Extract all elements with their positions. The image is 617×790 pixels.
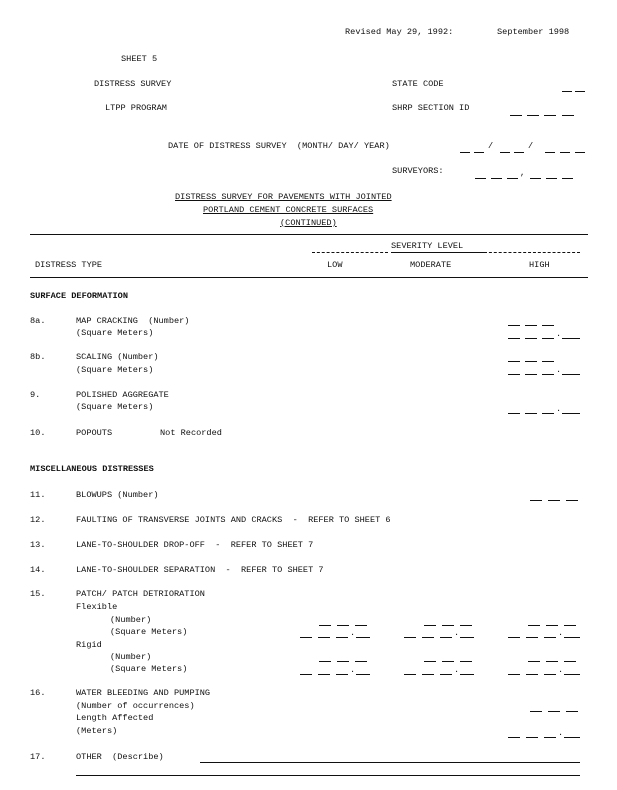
rigid-area-low-blank-1[interactable] xyxy=(300,674,312,675)
flex-area-moderate-blank-1[interactable] xyxy=(404,637,416,638)
map-cracking-area-decimal-blank[interactable] xyxy=(562,338,580,339)
moderate-column-header: MODERATE xyxy=(410,260,452,270)
rigid-area-moderate-blank-3[interactable] xyxy=(440,674,452,675)
occurrences-blank-3[interactable] xyxy=(566,711,578,712)
decimal-point: . xyxy=(558,665,564,675)
rigid-number-moderate-blank-3[interactable] xyxy=(460,661,472,662)
patch-rigid-area-label: (Square Meters) xyxy=(110,664,188,674)
map-cracking-units: (Square Meters) xyxy=(76,328,154,338)
polished-aggregate-decimal-blank[interactable] xyxy=(562,413,580,414)
shoulder-drop-off-label: LANE-TO-SHOULDER DROP-OFF - REFER TO SHEET 7 xyxy=(76,540,314,550)
shrp-section-label: SHRP SECTION ID xyxy=(392,103,470,113)
severity-underline xyxy=(391,252,484,253)
scaling-number-blank-2[interactable] xyxy=(525,361,537,362)
state-code-blank-1[interactable] xyxy=(562,91,572,92)
flex-number-high-blank-3[interactable] xyxy=(564,625,576,626)
patch-flexible-label: Flexible xyxy=(76,602,118,612)
polished-aggregate-units: (Square Meters) xyxy=(76,402,154,412)
water-bleeding-occurrences-label: (Number of occurrences) xyxy=(76,701,195,711)
map-cracking-number-blank-2[interactable] xyxy=(525,325,537,326)
flex-area-low-blank-2[interactable] xyxy=(318,637,330,638)
decimal-point: . xyxy=(556,404,562,414)
polished-aggregate-label: POLISHED AGGREGATE xyxy=(76,390,169,400)
rigid-area-moderate-blank-2[interactable] xyxy=(422,674,434,675)
item-number: 10. xyxy=(30,428,46,438)
scaling-area-decimal-blank[interactable] xyxy=(562,374,580,375)
scaling-number-blank-1[interactable] xyxy=(508,361,520,362)
map-cracking-number-blank-1[interactable] xyxy=(508,325,520,326)
decimal-point: . xyxy=(454,665,460,675)
high-column-header: HIGH xyxy=(529,260,550,270)
decimal-point: . xyxy=(454,628,460,638)
surface-deformation-heading: SURFACE DEFORMATION xyxy=(30,291,128,301)
length-affected-label: Length Affected xyxy=(76,713,154,723)
shrp-id-blank-3[interactable] xyxy=(544,115,556,116)
length-decimal-blank[interactable] xyxy=(564,737,580,738)
low-column-header: LOW xyxy=(327,260,343,270)
form-title-line-2: PORTLAND CEMENT CONCRETE SURFACES xyxy=(203,205,374,215)
flex-number-low-blank-1[interactable] xyxy=(319,625,331,626)
rigid-number-moderate-blank-1[interactable] xyxy=(424,661,436,662)
scaling-area-blank-2[interactable] xyxy=(525,374,537,375)
occurrences-blank-2[interactable] xyxy=(548,711,560,712)
decimal-point: . xyxy=(556,365,562,375)
length-units-label: (Meters) xyxy=(76,726,118,736)
rigid-number-high-blank-2[interactable] xyxy=(546,661,558,662)
form-title-line-1: DISTRESS SURVEY FOR PAVEMENTS WITH JOINTED xyxy=(175,192,392,202)
item-number: 13. xyxy=(30,540,46,550)
patch-flexible-area-label: (Square Meters) xyxy=(110,627,188,637)
rigid-number-low-blank-1[interactable] xyxy=(319,661,331,662)
item-number: 8b. xyxy=(30,352,46,362)
rigid-area-moderate-decimal-blank[interactable] xyxy=(460,674,474,675)
rigid-number-high-blank-3[interactable] xyxy=(564,661,576,662)
other-description-line-1[interactable] xyxy=(200,762,580,763)
item-number: 14. xyxy=(30,565,46,575)
month-blank-2[interactable] xyxy=(474,152,484,153)
shoulder-separation-label: LANE-TO-SHOULDER SEPARATION - REFER TO SHEET 7 xyxy=(76,565,324,575)
rigid-number-moderate-blank-2[interactable] xyxy=(442,661,454,662)
flex-number-high-blank-1[interactable] xyxy=(528,625,540,626)
day-blank-2[interactable] xyxy=(514,152,524,153)
scaling-label: SCALING (Number) xyxy=(76,352,159,362)
map-cracking-area-blank-2[interactable] xyxy=(525,338,537,339)
revised-month: September 1998 xyxy=(497,27,570,37)
surveyor-2-blank-1[interactable] xyxy=(530,178,541,179)
rigid-area-high-decimal-blank[interactable] xyxy=(564,674,580,675)
form-title-line-3: (CONTINUED) xyxy=(280,218,337,228)
surveyor-2-blank-3[interactable] xyxy=(562,178,573,179)
flex-area-low-decimal-blank[interactable] xyxy=(356,637,370,638)
flex-area-high-blank-2[interactable] xyxy=(526,637,538,638)
map-cracking-area-blank-1[interactable] xyxy=(508,338,520,339)
polished-aggregate-blank-1[interactable] xyxy=(508,413,520,414)
water-bleeding-label: WATER BLEEDING AND PUMPING xyxy=(76,688,211,698)
polished-aggregate-blank-2[interactable] xyxy=(525,413,537,414)
rigid-area-low-blank-3[interactable] xyxy=(336,674,348,675)
date-separator: / xyxy=(488,141,494,151)
item-number: 8a. xyxy=(30,316,46,326)
rigid-number-low-blank-2[interactable] xyxy=(337,661,349,662)
item-number: 15. xyxy=(30,589,46,599)
rigid-number-low-blank-3[interactable] xyxy=(355,661,367,662)
decimal-point: . xyxy=(350,628,356,638)
rigid-area-low-blank-2[interactable] xyxy=(318,674,330,675)
popouts-label: POPOUTS xyxy=(76,428,113,438)
date-separator: / xyxy=(528,141,534,151)
flex-area-low-blank-3[interactable] xyxy=(336,637,348,638)
item-number: 9. xyxy=(30,390,41,400)
item-number: 17. xyxy=(30,752,46,762)
table-top-rule xyxy=(30,234,588,235)
blowups-label: BLOWUPS (Number) xyxy=(76,490,159,500)
flex-number-moderate-blank-2[interactable] xyxy=(442,625,454,626)
length-blank-1[interactable] xyxy=(508,737,520,738)
survey-title: DISTRESS SURVEY xyxy=(94,79,172,89)
decimal-point: . xyxy=(558,728,564,738)
patch-rigid-label: Rigid xyxy=(76,640,102,650)
revised-date: Revised May 29, 1992: xyxy=(345,27,454,37)
table-head-rule xyxy=(30,277,588,278)
rigid-area-high-blank-2[interactable] xyxy=(526,674,538,675)
rigid-area-high-blank-1[interactable] xyxy=(508,674,520,675)
year-blank-2[interactable] xyxy=(560,152,570,153)
program-title: LTPP PROGRAM xyxy=(105,103,167,113)
flex-area-high-decimal-blank[interactable] xyxy=(564,637,580,638)
patch-flexible-number-label: (Number) xyxy=(110,615,152,625)
item-number: 11. xyxy=(30,490,46,500)
patch-rigid-number-label: (Number) xyxy=(110,652,152,662)
polished-aggregate-blank-3[interactable] xyxy=(542,413,554,414)
decimal-point: . xyxy=(350,665,356,675)
map-cracking-label: MAP CRACKING (Number) xyxy=(76,316,190,326)
blowups-blank-1[interactable] xyxy=(530,500,542,501)
scaling-units: (Square Meters) xyxy=(76,365,154,375)
survey-date-label: DATE OF DISTRESS SURVEY (MONTH/ DAY/ YEAR) xyxy=(168,141,390,151)
flex-number-moderate-blank-3[interactable] xyxy=(460,625,472,626)
rigid-area-high-blank-3[interactable] xyxy=(544,674,556,675)
shrp-id-blank-1[interactable] xyxy=(510,115,522,116)
decimal-point: . xyxy=(556,329,562,339)
flex-number-moderate-blank-1[interactable] xyxy=(424,625,436,626)
surveyor-1-blank-3[interactable] xyxy=(507,178,518,179)
day-blank-1[interactable] xyxy=(500,152,510,153)
severity-right-rule xyxy=(484,252,580,253)
rigid-number-high-blank-1[interactable] xyxy=(528,661,540,662)
map-cracking-number-blank-3[interactable] xyxy=(542,325,554,326)
length-blank-3[interactable] xyxy=(544,737,556,738)
rigid-area-moderate-blank-1[interactable] xyxy=(404,674,416,675)
surveyor-2-blank-2[interactable] xyxy=(546,178,557,179)
other-description-line-2[interactable] xyxy=(76,775,580,776)
occurrences-blank-1[interactable] xyxy=(530,711,542,712)
flex-area-moderate-blank-3[interactable] xyxy=(440,637,452,638)
surveyors-separator: , xyxy=(520,168,526,178)
distress-type-header: DISTRESS TYPE xyxy=(35,260,103,270)
flex-number-low-blank-2[interactable] xyxy=(337,625,349,626)
flex-area-high-blank-1[interactable] xyxy=(508,637,520,638)
scaling-area-blank-1[interactable] xyxy=(508,374,520,375)
rigid-area-low-decimal-blank[interactable] xyxy=(356,674,370,675)
flex-area-low-blank-1[interactable] xyxy=(300,637,312,638)
surveyor-1-blank-1[interactable] xyxy=(475,178,486,179)
faulting-label: FAULTING OF TRANSVERSE JOINTS AND CRACKS - REFER TO SHEET 6 xyxy=(76,515,391,525)
severity-level-header: SEVERITY LEVEL xyxy=(391,241,464,251)
flex-number-high-blank-2[interactable] xyxy=(546,625,558,626)
shrp-id-blank-2[interactable] xyxy=(527,115,539,116)
flex-area-moderate-decimal-blank[interactable] xyxy=(460,637,474,638)
surveyor-1-blank-2[interactable] xyxy=(491,178,502,179)
month-blank-1[interactable] xyxy=(460,152,470,153)
flex-number-low-blank-3[interactable] xyxy=(355,625,367,626)
scaling-area-blank-3[interactable] xyxy=(542,374,554,375)
state-code-label: STATE CODE xyxy=(392,79,444,89)
year-blank-3[interactable] xyxy=(575,152,585,153)
other-label: OTHER (Describe) xyxy=(76,752,164,762)
blowups-blank-2[interactable] xyxy=(548,500,560,501)
shrp-id-blank-4[interactable] xyxy=(562,115,574,116)
year-blank-1[interactable] xyxy=(545,152,555,153)
surveyors-label: SURVEYORS: xyxy=(392,166,444,176)
decimal-point: . xyxy=(558,628,564,638)
popouts-note: Not Recorded xyxy=(160,428,222,438)
miscellaneous-distresses-heading: MISCELLANEOUS DISTRESSES xyxy=(30,464,154,474)
state-code-blank-2[interactable] xyxy=(575,91,585,92)
sheet-number: SHEET 5 xyxy=(121,54,158,64)
flex-area-moderate-blank-2[interactable] xyxy=(422,637,434,638)
blowups-blank-3[interactable] xyxy=(566,500,578,501)
patch-label: PATCH/ PATCH DETRIORATION xyxy=(76,589,205,599)
item-number: 12. xyxy=(30,515,46,525)
item-number: 16. xyxy=(30,688,46,698)
length-blank-2[interactable] xyxy=(526,737,538,738)
scaling-number-blank-3[interactable] xyxy=(542,361,554,362)
severity-left-rule xyxy=(312,252,388,253)
map-cracking-area-blank-3[interactable] xyxy=(542,338,554,339)
flex-area-high-blank-3[interactable] xyxy=(544,637,556,638)
